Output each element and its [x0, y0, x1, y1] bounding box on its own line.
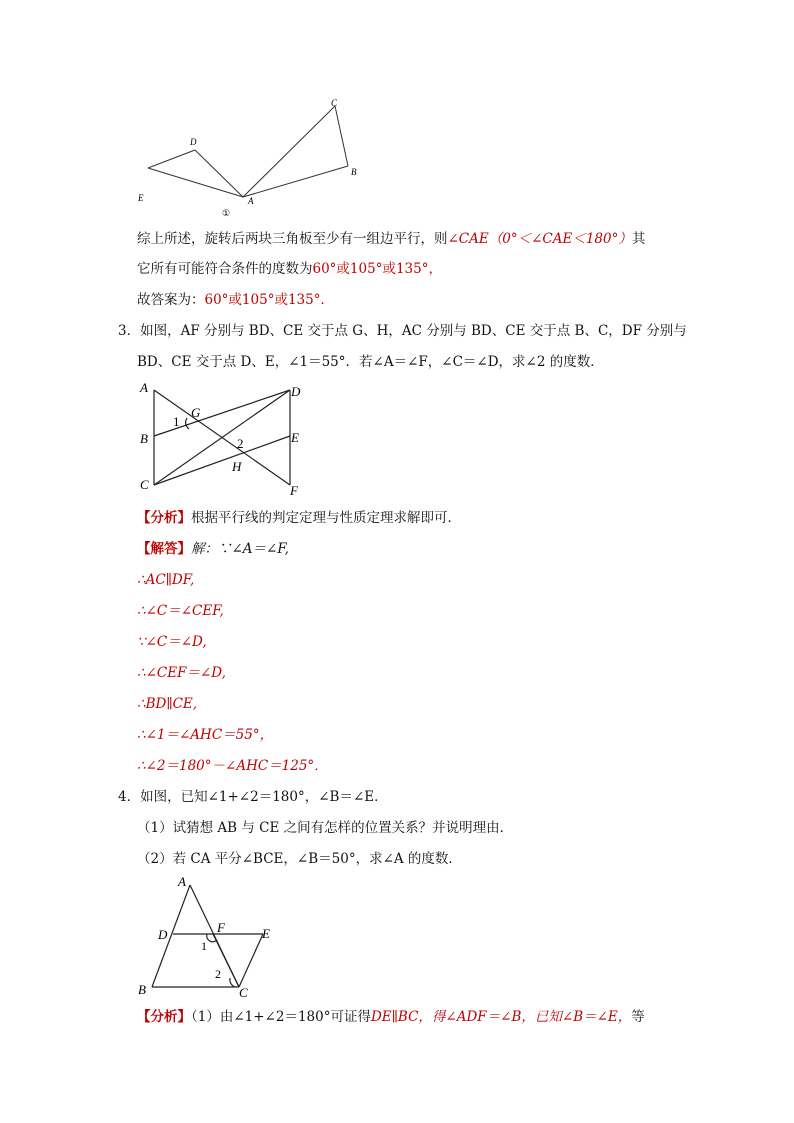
- answer-values: 60°或105°或135°．: [204, 292, 334, 308]
- q3-stem-line-1: 3．如图，AF 分别与 BD、CE 交于点 G、H，AC 分别与 BD、CE 交于点 B、C，DF 分别与: [118, 323, 687, 339]
- q4-label-b: B: [138, 982, 146, 997]
- fig1-label-e: E: [138, 193, 144, 203]
- q3-step: ∴∠C＝∠CEF,: [137, 603, 224, 619]
- fig1-caption: ①: [222, 208, 231, 218]
- q3-label-e: E: [291, 430, 299, 445]
- q3-label-f: F: [290, 483, 298, 498]
- q4-stem: 4．如图，已知∠1+∠2＝180°，∠B＝∠E．: [118, 789, 388, 805]
- q3-solution-head: 【解答】解：∵∠A＝∠F,: [137, 541, 289, 557]
- answer-line: 故答案为：60°或105°或135°．: [137, 292, 334, 308]
- figure-q4-triangle: [135, 872, 285, 1000]
- q3-label-g: G: [191, 405, 201, 420]
- q3-label-1: 1: [173, 414, 180, 429]
- q3-label-a: A: [140, 380, 148, 395]
- q4-label-f: F: [217, 920, 225, 935]
- figure-q3-parallel-lines: [135, 376, 315, 500]
- q4-label-a: A: [178, 874, 186, 889]
- fig1-label-b: B: [351, 167, 357, 177]
- q3-step: ∵∠C＝∠D,: [137, 634, 207, 650]
- q4-label-d: D: [158, 927, 168, 942]
- q3-stem-line-2: BD、CE 交于点 D、E，∠1＝55°．若∠A＝∠F，∠C＝∠D，求∠2 的度数．: [137, 354, 604, 370]
- q3-label-b: B: [140, 431, 148, 446]
- q4-label-1: 1: [201, 939, 207, 953]
- q4-analysis: 【分析】（1）由∠1+∠2＝180°可证得DE∥BC，得∠ADF＝∠B，已知∠B＝∠E，等: [137, 1009, 645, 1025]
- q4-label-2: 2: [215, 967, 221, 981]
- q4-label-e: E: [262, 926, 270, 941]
- q4-sub-1: （1）试猜想 AB 与 CE 之间有怎样的位置关系？并说明理由．: [137, 820, 514, 836]
- figure-rotated-triangles: [130, 96, 370, 220]
- fig1-label-c: C: [331, 98, 338, 108]
- q3-label-d: D: [291, 384, 301, 399]
- fig1-label-a: A: [248, 196, 254, 206]
- q3-step: ∴BD∥CE,: [137, 696, 198, 712]
- q4-label-c: C: [239, 985, 248, 1000]
- q4-sub-2: （2）若 CA 平分∠BCE，∠B＝50°，求∠A 的度数．: [137, 851, 462, 867]
- q3-label-c: C: [140, 477, 149, 492]
- fig1-label-d: D: [190, 137, 197, 147]
- summary-expr: ∠CAE（0°＜∠CAE＜180°）: [447, 231, 632, 247]
- q3-label-h: H: [232, 459, 242, 474]
- q3-step: ∴∠2＝180°－∠AHC＝125°．: [137, 758, 328, 774]
- q3-step: ∴∠CEF＝∠D,: [137, 665, 226, 681]
- summary-line-2: 它所有可能符合条件的度数为60°或105°或135°，: [137, 261, 442, 277]
- q3-label-2: 2: [237, 436, 244, 451]
- q3-step: ∴∠1＝∠AHC＝55°，: [137, 727, 274, 743]
- q3-analysis: 【分析】根据平行线的判定定理与性质定理求解即可．: [137, 510, 461, 526]
- q3-step: ∴AC∥DF,: [137, 572, 195, 588]
- summary-line-1: 综上所述，旋转后两块三角板至少有一组边平行，则∠CAE（0°＜∠CAE＜180°）其: [137, 231, 646, 247]
- summary-values: 60°或105°或135°，: [312, 261, 442, 277]
